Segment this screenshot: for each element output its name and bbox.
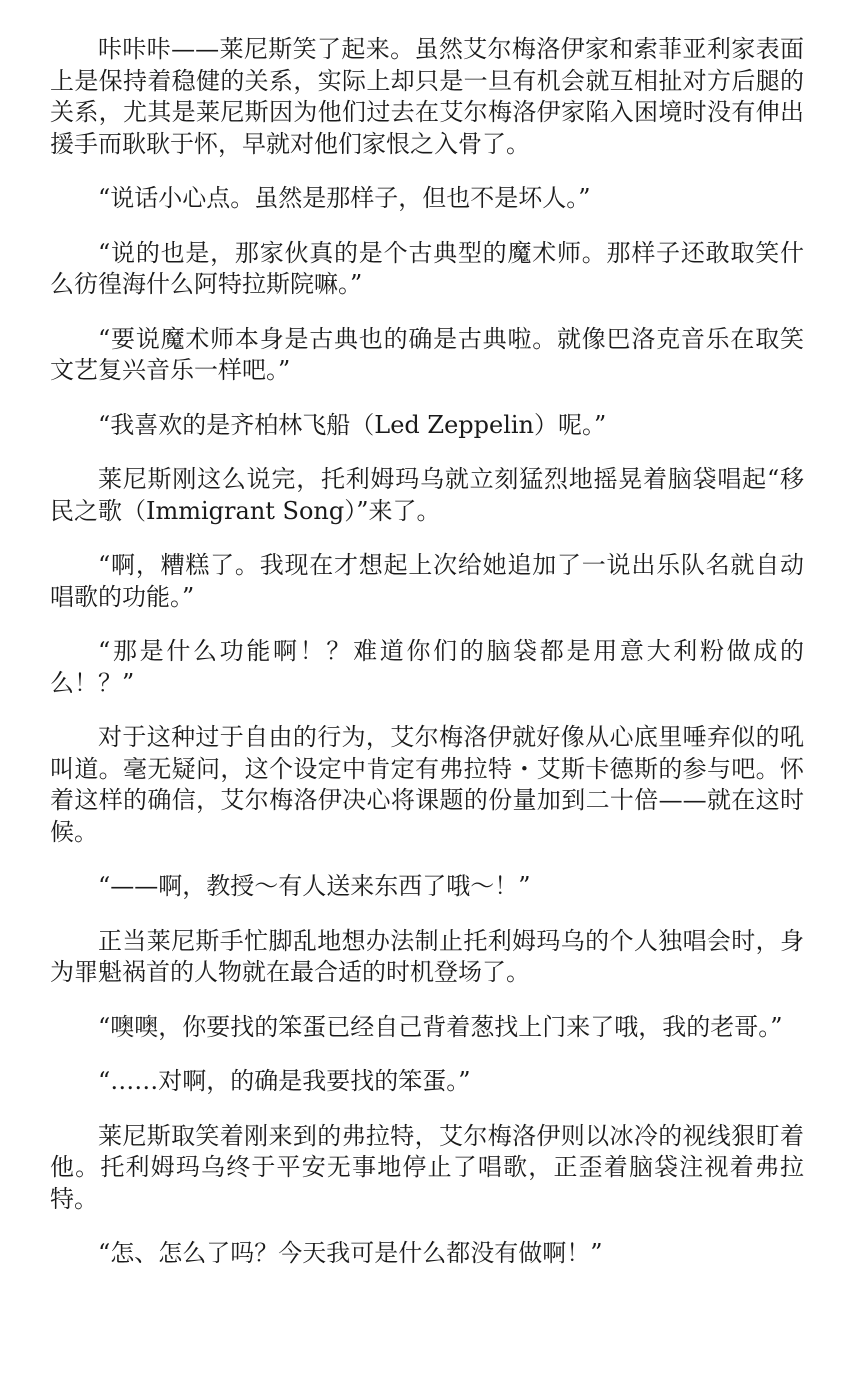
paragraph: “我喜欢的是齐柏林飞船（Led Zeppelin）呢。”	[98, 410, 607, 439]
paragraph: 莱尼斯刚这么说完，托利姆玛乌就立刻猛烈地摇晃着脑袋唱起“移民之歌（Immigrant Song）”来了。	[50, 465, 804, 525]
paragraph: “那是什么功能啊！？难道你们的脑袋都是用意大利粉做成的么！？”	[50, 637, 804, 697]
paragraph: “啊，糟糕了。我现在才想起上次给她追加了一说出乐队名就自动唱歌的功能。”	[50, 551, 804, 611]
paragraph: “说的也是，那家伙真的是个古典型的魔术师。那样子还敢取笑什么彷徨海什么阿特拉斯院嘛。”	[50, 238, 804, 298]
paragraph: 对于这种过于自由的行为，艾尔梅洛伊就好像从心底里唾弃似的吼叫道。毫无疑问，这个设定中肯定有弗拉特・艾斯卡德斯的参与吧。怀着这样的确信，艾尔梅洛伊决心将课题的份量加到二十倍——就在这时候。	[50, 723, 804, 846]
paragraph: “噢噢，你要找的笨蛋已经自己背着葱找上门来了哦，我的老哥。”	[98, 1012, 783, 1041]
paragraph: “说话小心点。虽然是那样子，但也不是坏人。”	[98, 184, 591, 212]
paragraph: “要说魔术师本身是古典也的确是古典啦。就像巴洛克音乐在取笑文艺复兴音乐一样吧。”	[50, 324, 804, 384]
document-page	[50, 34, 804, 1293]
paragraph: 莱尼斯取笑着刚来到的弗拉特，艾尔梅洛伊则以冰冷的视线狠盯着他。托利姆玛乌终于平安无事地停止了唱歌，正歪着脑袋注视着弗拉特。	[50, 1121, 804, 1213]
paragraph: 咔咔咔——莱尼斯笑了起来。虽然艾尔梅洛伊家和索菲亚利家表面上是保持着稳健的关系，实际上却只是一旦有机会就互相扯对方后腿的关系，尤其是莱尼斯因为他们过去在艾尔梅洛伊家陷入困境时没有伸出援手而耿耿于怀，早就对他们家恨之入骨了。	[50, 35, 804, 158]
paragraph: “……对啊，的确是我要找的笨蛋。”	[98, 1067, 471, 1095]
paragraph: “——啊，教授～有人送来东西了哦～！”	[98, 872, 531, 900]
paragraph: “怎、怎么了吗？今天我可是什么都没有做啊！”	[98, 1239, 603, 1267]
paragraph: 正当莱尼斯手忙脚乱地想办法制止托利姆玛乌的个人独唱会时，身为罪魁祸首的人物就在最合适的时机登场了。	[50, 926, 804, 986]
